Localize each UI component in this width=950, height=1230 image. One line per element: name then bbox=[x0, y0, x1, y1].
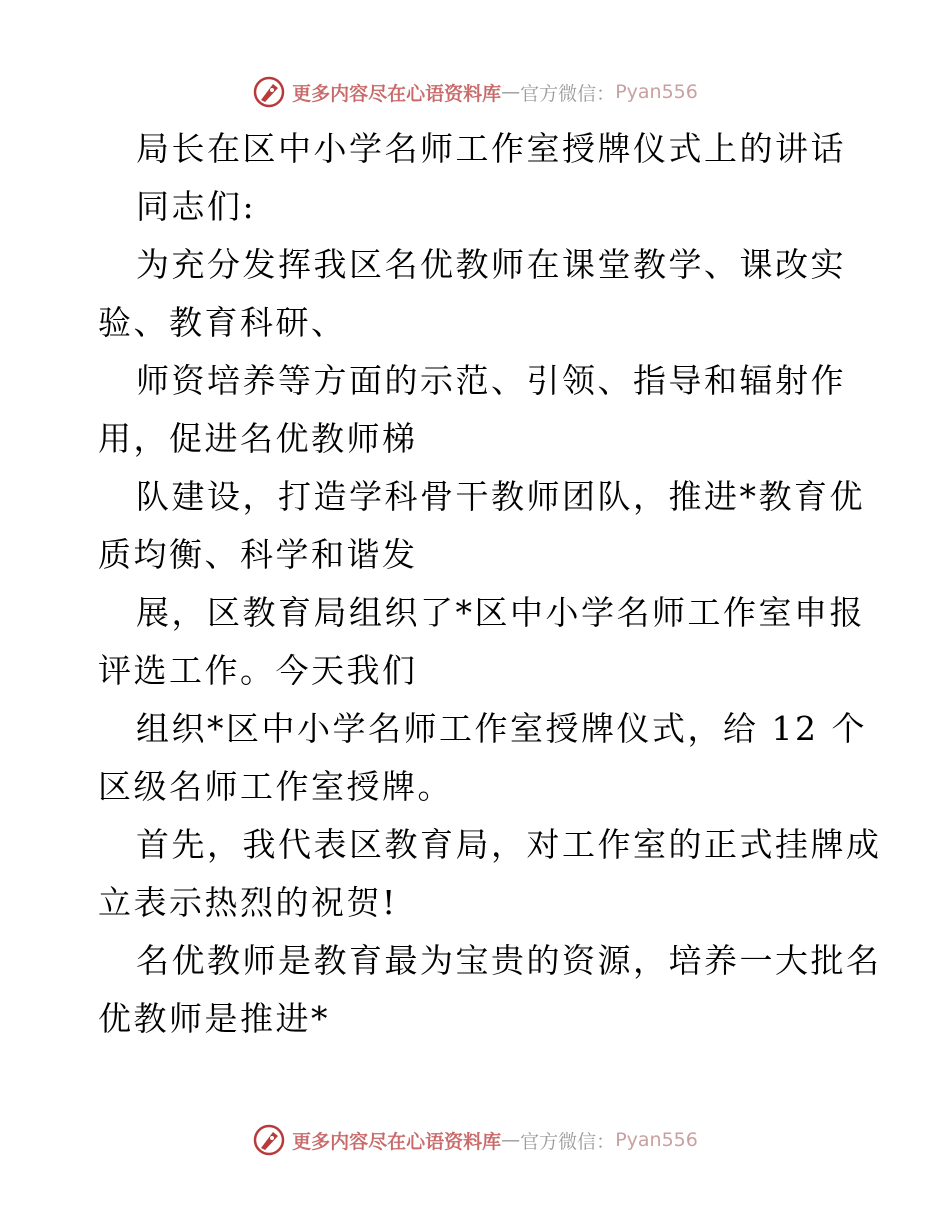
paragraph-line: 优教师是推进* bbox=[98, 999, 330, 1038]
header-banner bbox=[0, 72, 950, 112]
banner-wechat-id: Pyan556 bbox=[615, 1129, 698, 1151]
salutation: 同志们: bbox=[136, 187, 257, 226]
banner-brand-text: 更多内容尽在心语资料库 bbox=[292, 82, 502, 105]
paragraph-line: 首先，我代表区教育局，对工作室的正式挂牌成 bbox=[136, 825, 882, 864]
paragraph-line: 队建设，打造学科骨干教师团队，推进*教育优 bbox=[136, 477, 865, 516]
footer-banner bbox=[0, 1120, 950, 1160]
banner-wechat-label: 官方微信： bbox=[520, 1130, 616, 1153]
document-body bbox=[98, 120, 882, 1048]
document-title: 局长在区中小学名师工作室授牌仪式上的讲话 bbox=[136, 129, 846, 168]
paragraph-line: 质均衡、科学和谐发 bbox=[98, 535, 418, 574]
paragraph-line: 用，促进名优教师梯 bbox=[98, 419, 418, 458]
banner-separator: — bbox=[501, 81, 521, 103]
footer-banner-text bbox=[292, 1127, 698, 1154]
pen-nib-logo-icon bbox=[252, 75, 286, 109]
header-banner-text bbox=[292, 79, 698, 106]
paragraph-line: 组织*区中小学名师工作室授牌仪式，给 12 个 bbox=[136, 709, 867, 748]
paragraph-line: 为充分发挥我区名优教师在课堂教学、课改实 bbox=[136, 245, 846, 284]
paragraph-line: 评选工作。今天我们 bbox=[98, 651, 418, 690]
banner-wechat-id: Pyan556 bbox=[615, 81, 698, 103]
banner-separator: — bbox=[501, 1129, 521, 1151]
paragraph-line: 区级名师工作室授牌。 bbox=[98, 767, 453, 806]
paragraph-line: 名优教师是教育最为宝贵的资源，培养一大批名 bbox=[136, 941, 882, 980]
banner-wechat-label: 官方微信： bbox=[520, 82, 616, 105]
pen-nib-logo-icon bbox=[252, 1123, 286, 1157]
paragraph-line: 立表示热烈的祝贺! bbox=[98, 883, 398, 922]
paragraph-line: 展，区教育局组织了*区中小学名师工作室申报 bbox=[136, 593, 865, 632]
banner-brand-text: 更多内容尽在心语资料库 bbox=[292, 1130, 502, 1153]
paragraph-line: 验、教育科研、 bbox=[98, 303, 347, 342]
paragraph-line: 师资培养等方面的示范、引领、指导和辐射作 bbox=[136, 361, 846, 400]
